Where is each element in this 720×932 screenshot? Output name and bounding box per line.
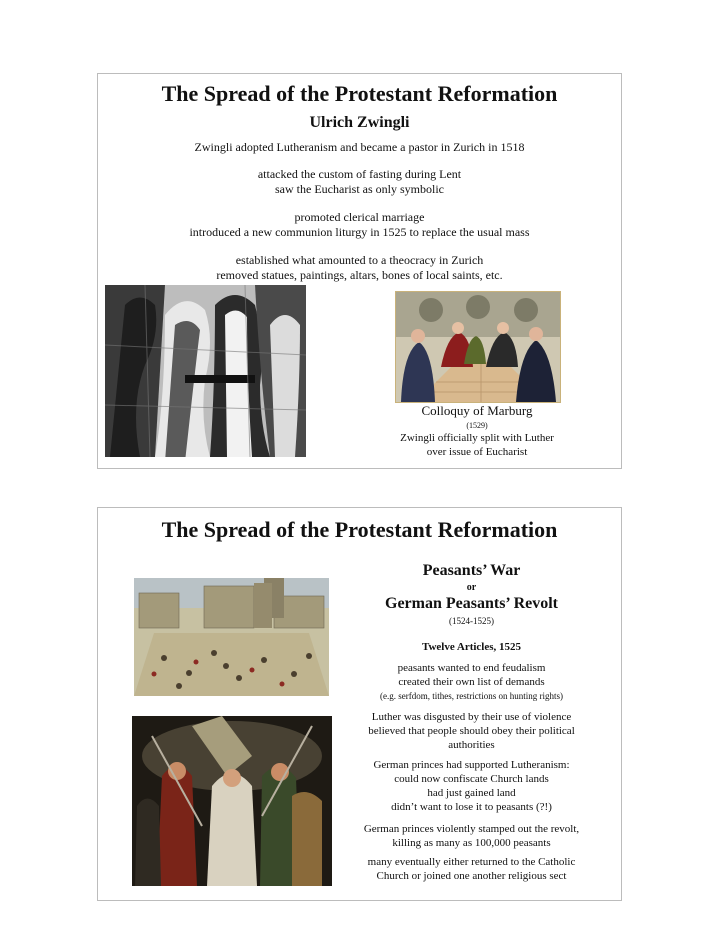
caption-eucharist: over issue of Eucharist [426, 446, 528, 458]
point-list-demands: created their own list of demands [398, 676, 545, 688]
point-group-lent [98, 167, 621, 197]
point-lent: attacked the custom of fasting during Lent [257, 167, 462, 181]
point-demands-examples: (e.g. serfdom, tithes, restrictions on hunting rights) [380, 691, 563, 701]
heading-german-peasants-revolt: German Peasants’ Revolt [385, 595, 558, 612]
point-liturgy: introduced a new communion liturgy in 1525 to replace the usual mass [189, 225, 530, 239]
point-luther-disgusted: Luther was disgusted by their use of violence [371, 711, 572, 723]
heading-or: or [466, 582, 477, 593]
point-religious-sect: Church or joined one another religious sect [376, 870, 567, 882]
point-obey-authorities: believed that people should obey their political [368, 725, 575, 737]
slide-zwingli [97, 73, 622, 469]
caption-marburg-year: (1529) [466, 421, 488, 430]
point-stamped-out: German princes violently stamped out the revolt, [363, 823, 580, 835]
heading-twelve-articles: Twelve Articles, 1525 [421, 641, 522, 653]
caption-marburg-text [371, 431, 583, 459]
point-theocracy: established what amounted to a theocracy in Zurich [235, 253, 484, 267]
peasant-revolt-battle-image [132, 716, 332, 886]
point-end-feudalism: peasants wanted to end feudalism [397, 662, 546, 674]
point-group-returned [338, 855, 605, 883]
point-eucharist: saw the Eucharist as only symbolic [275, 182, 444, 196]
marburg-colloquy-image [395, 291, 561, 403]
heading-peasants-war: Peasants’ War [422, 562, 521, 579]
point-returned-catholic: many eventually either returned to the Catholic [367, 856, 576, 868]
point-gained-land: had just gained land [427, 787, 516, 799]
slide-subtitle: Ulrich Zwingli [309, 114, 410, 131]
point-group-theocracy [98, 253, 621, 283]
point-authorities: authorities [448, 739, 495, 751]
peasant-revolt-city-image [134, 578, 329, 696]
point-adopted-lutheranism: Zwingli adopted Lutheranism and became a pastor in Zurich in 1518 [194, 140, 525, 154]
slide-peasants-war [97, 507, 622, 901]
zwingli-engraving-image [105, 285, 306, 457]
point-lose-to-peasants: didn’t want to lose it to peasants (?!) [391, 801, 552, 813]
point-clerical-marriage: promoted clerical marriage [294, 210, 425, 224]
caption-split: Zwingli officially split with Luther [400, 432, 554, 444]
point-princes-supported: German princes had supported Lutheranism: [373, 759, 570, 771]
caption-marburg-title: Colloquy of Marburg [421, 403, 533, 418]
point-group-stamped-out [338, 822, 605, 850]
point-group-luther [338, 710, 605, 752]
point-removed-statues: removed statues, paintings, altars, bones of local saints, etc. [216, 268, 503, 282]
point-killing-peasants: killing as many as 100,000 peasants [392, 837, 551, 849]
point-group-marriage [98, 210, 621, 240]
slide-title: The Spread of the Protestant Reformation [161, 517, 558, 542]
slide-title: The Spread of the Protestant Reformation [161, 81, 558, 106]
heading-years: (1524-1525) [449, 616, 494, 626]
point-group-feudalism [338, 661, 605, 703]
point-group-princes [338, 758, 605, 814]
point-confiscate-lands: could now confiscate Church lands [394, 773, 549, 785]
